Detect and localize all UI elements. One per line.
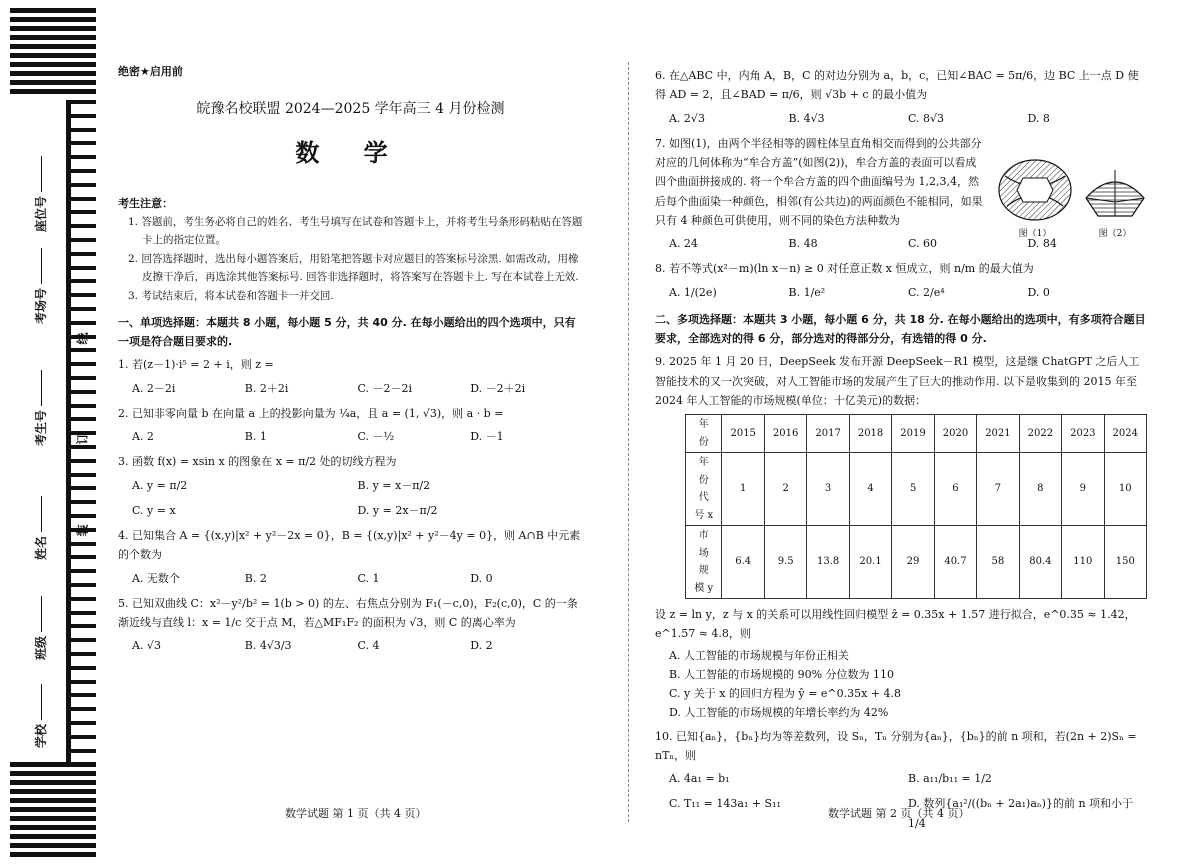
steinmetz-solid-figure <box>1080 162 1150 238</box>
page-2-footer: 数学试题 第 2 页（共 4 页） <box>828 807 970 820</box>
question-6: 6. 在△ABC 中，内角 A，B，C 的对边分别为 a，b，c，已知∠BAC = 5π/6，边 BC 上一点 D 使得 AD = 2，且∠BAD = π/6，则 √3b + c 的最小值为 <box>655 69 1139 102</box>
question-4-options <box>132 569 583 588</box>
table-cell: 2024 <box>1104 415 1146 453</box>
table-cell: 40.7 <box>934 526 976 599</box>
table-cell: 20.1 <box>849 526 891 599</box>
ladder-rung <box>66 417 96 421</box>
table-cell: 58 <box>977 526 1019 599</box>
question-7-options <box>669 234 1147 253</box>
option: D. －1 <box>470 430 504 444</box>
ladder-rung <box>66 266 96 270</box>
ladder-rung <box>66 348 96 352</box>
question-9-option: C. y 关于 x 的回归方程为 ŷ = e^0.35x + 4.8 <box>669 687 901 700</box>
ladder-rung <box>66 749 96 753</box>
confidential-mark: 绝密★启用前 <box>118 65 183 78</box>
table-cell: 2 <box>764 453 806 526</box>
section-1-heading: 一、单项选择题：本题共 8 小题，每小题 5 分，共 40 分. 在每小题给出的四个选项中，只有一项是符合题目要求的. <box>118 315 576 349</box>
ladder-rung <box>66 100 96 104</box>
question-9: 9. 2025 年 1 月 20 日，DeepSeek 发布开源 DeepSeek－R1 模型，这是继 ChatGPT 之后人工智能技术的又一次突破，对人工智能市场的发展产生了巨大的推动作用. 以下是收集到的 2015 年至 2024 年人工智能的市场规模(单位：十亿美元)的数据： <box>655 355 1140 407</box>
table-cell: 10 <box>1104 453 1146 526</box>
seat-label: 座位号 <box>32 156 49 232</box>
question-2-options <box>132 427 583 446</box>
option: B. 2 <box>244 571 267 585</box>
ladder-rung <box>66 210 96 214</box>
question-10-options <box>669 769 1147 788</box>
question-9-option: A. 人工智能的市场规模与年份正相关 <box>669 648 849 662</box>
notice-item: 1. 答题前，考生务必将自己的姓名、考生号填写在试卷和答题卡上，并将考生号条形码粘贴在答题卡上的指定位置。 <box>128 216 583 247</box>
option: B. y = x－π/2 <box>357 478 431 492</box>
table-cell: 9.5 <box>764 526 806 599</box>
option: C. 4 <box>357 639 380 653</box>
ladder-rung <box>66 197 96 201</box>
question-5-options <box>132 636 583 655</box>
question-9-option: D. 人工智能的市场规模的年增长率约为 42% <box>669 706 889 720</box>
table-cell: 2018 <box>849 415 891 453</box>
ladder-rung <box>66 652 96 656</box>
option: C. y = x <box>132 503 176 517</box>
binding-ladder <box>66 100 96 762</box>
page-1-footer: 数学试题 第 1 页（共 4 页） <box>285 807 427 820</box>
intersecting-cylinders-figure <box>995 156 1075 238</box>
binding-char-ding: 订 <box>75 432 90 445</box>
table-cell: 2017 <box>807 415 849 453</box>
question-2: 2. 已知非零向量 b 在向量 a 上的投影向量为 ¼a，且 a = (1, √3)，则 a · b = <box>118 406 504 420</box>
ladder-rung <box>66 307 96 311</box>
option: A. 1/(2e) <box>669 285 717 299</box>
market-size-table <box>685 414 1147 599</box>
table-cell: 2021 <box>977 415 1019 453</box>
table-cell: 市场规模 y <box>686 526 722 599</box>
ladder-rung <box>66 321 96 325</box>
table-row <box>686 453 1147 526</box>
table-cell: 年份 <box>686 415 722 453</box>
option: D. 2 <box>470 639 493 653</box>
question-7: 7. 如图(1)，由两个半径相等的圆柱体呈直角相交而得到的公共部分对应的几何体称为“牟合方盖”(如图(2))，牟合方盖的表面可以看成四个曲面拼接成的. 将一个牟合方盖的四个曲面编号为 1,2,3,4，然后每个曲面染一种颜色，相邻(有公共边)的两面颜色不能相同，如果只有 4 种颜色可供使用，则不同的染色方法种数为 <box>655 136 983 227</box>
ladder-rung <box>66 638 96 642</box>
ladder-rung <box>66 279 96 283</box>
ladder-rung <box>66 555 96 559</box>
question-9-continued: 设 z = ln y，z 与 x 的关系可以用线性回归模型 ẑ = 0.35x + 1.57 进行拟合，e^0.35 ≈ 1.42，e^1.57 ≈ 4.8，则 <box>655 608 1136 641</box>
ladder-rung <box>66 680 96 684</box>
option: B. 2＋2i <box>244 381 289 395</box>
ladder-rung <box>66 376 96 380</box>
ladder-rung <box>66 666 96 670</box>
table-cell: 150 <box>1104 526 1146 599</box>
table-cell: 9 <box>1062 453 1104 526</box>
ladder-rung <box>66 293 96 297</box>
option: A. 4a₁ = b₁ <box>669 772 730 785</box>
table-cell: 2016 <box>764 415 806 453</box>
question-9-option: B. 人工智能的市场规模的 90% 分位数为 110 <box>669 667 895 681</box>
option: C. －½ <box>357 430 395 444</box>
option: D. 0 <box>1027 285 1050 299</box>
option: A. 2 <box>132 430 154 444</box>
question-4: 4. 已知集合 A = {(x,y)|x² + y²－2x = 0}，B = {(x,y)|x² + y²－4y = 0}，则 A∩B 中元素的个数为 <box>118 529 581 562</box>
option: D. 0 <box>470 571 493 585</box>
ladder-rung <box>66 597 96 601</box>
table-cell: 2023 <box>1062 415 1104 453</box>
question-5: 5. 已知双曲线 C：x²－y²/b² = 1(b > 0) 的左、右焦点分别为 F₁(－c,0)，F₂(c,0)，C 的一条渐近线与直线 l：x = 1/c 交于点 M，若△MF₁F₂ 的面积为 √3，则 C 的离心率为 <box>118 596 578 630</box>
exam-room-label: 考场号 <box>32 248 49 324</box>
ladder-rung <box>66 114 96 118</box>
table-row <box>686 415 1147 453</box>
class-label: 班级 <box>32 596 49 660</box>
page-1 <box>118 62 583 662</box>
table-cell: 5 <box>892 453 934 526</box>
option: D. 8 <box>1027 111 1050 125</box>
ladder-rung <box>66 169 96 173</box>
option: C. 1 <box>357 571 380 585</box>
student-id-label: 考生号 <box>32 370 49 446</box>
ladder-rung <box>66 362 96 366</box>
table-row <box>686 526 1147 599</box>
binding-char-line: 线 <box>75 332 90 345</box>
school-label: 学校 <box>32 684 49 748</box>
ladder-rung <box>66 735 96 739</box>
ladder-rung <box>66 624 96 628</box>
page-divider <box>628 62 629 822</box>
ladder-rung <box>66 514 96 518</box>
notice-item: 3. 考试结束后，将本试卷和答题卡一并交回. <box>128 289 334 302</box>
question-1-options <box>132 379 583 398</box>
top-stripes <box>10 8 96 98</box>
ladder-rung <box>66 445 96 449</box>
option: A. y = π/2 <box>132 478 188 492</box>
option: D. 84 <box>1027 237 1057 250</box>
table-cell: 110 <box>1062 526 1104 599</box>
exam-title: 皖豫名校联盟 2024—2025 学年高三 4 月份检测 <box>196 101 505 118</box>
table-cell: 6 <box>934 453 976 526</box>
table-cell: 7 <box>977 453 1019 526</box>
notice-heading: 考生注意： <box>118 196 173 210</box>
table-cell: 29 <box>892 526 934 599</box>
option: B. 4√3 <box>788 111 825 125</box>
ladder-rung <box>66 693 96 697</box>
option: A. 24 <box>669 237 698 250</box>
question-8: 8. 若不等式(x²－m)(ln x－n) ≥ 0 对任意正数 x 恒成立，则 n/m 的最大值为 <box>655 262 1034 276</box>
subject-title: 数 学 <box>295 137 406 167</box>
ladder-rung <box>66 390 96 394</box>
option: C. 8√3 <box>908 111 945 125</box>
ladder-rung <box>66 569 96 573</box>
ladder-rung <box>66 224 96 228</box>
option: B. 1 <box>244 430 267 444</box>
binding-char-zhuang: 装 <box>75 524 90 537</box>
question-8-options <box>669 283 1147 302</box>
question-1: 1. 若(z－1)·i⁵ = 2 + i，则 z = <box>118 358 274 372</box>
option: C. 2/e⁴ <box>908 285 945 299</box>
option: B. 48 <box>788 237 818 250</box>
notice-item: 2. 回答选择题时，选出每小题答案后，用铅笔把答题卡对应题目的答案标号涂黑. 如需改动，用橡皮擦干净后，再选涂其他答案标号. 回答非选择题时，将答案写在答题卡上. 写在本试卷上无效. <box>128 252 579 284</box>
ladder-rung <box>66 155 96 159</box>
ladder-rung <box>66 238 96 242</box>
ladder-rung <box>66 707 96 711</box>
option: A. 无数个 <box>132 571 180 585</box>
option: D. 数列{a₁²/((bₙ + 2a₁)aₙ)}的前 n 项和小于 1/4 <box>908 797 1134 830</box>
ladder-rung <box>66 500 96 504</box>
option: B. 1/e² <box>788 285 826 299</box>
ladder-rung <box>66 721 96 725</box>
ladder-rung <box>66 486 96 490</box>
ladder-rung <box>66 404 96 408</box>
question-3: 3. 函数 f(x) = xsin x 的图象在 x = π/2 处的切线方程为 <box>118 455 397 469</box>
option: A. 2－2i <box>132 381 176 395</box>
table-cell: 6.4 <box>722 526 764 599</box>
option: A. √3 <box>132 639 161 653</box>
table-cell: 2022 <box>1019 415 1061 453</box>
table-cell: 年份代号 x <box>686 453 722 526</box>
ladder-rung <box>66 473 96 477</box>
question-10: 10. 已知{aₙ}，{bₙ}均为等差数列，设 Sₙ，Tₙ 分别为{aₙ}，{bₙ}的前 n 项和，若(2n + 2)Sₙ = nTₙ，则 <box>655 729 1137 762</box>
question-3-options <box>132 476 583 495</box>
bottom-stripes <box>10 762 96 861</box>
ladder-rung <box>66 542 96 546</box>
option: C. T₁₁ = 143a₁ + S₁₁ <box>669 797 781 811</box>
ladder-rung <box>66 611 96 615</box>
question-6-options <box>669 109 1147 128</box>
ladder-rung <box>66 141 96 145</box>
table-cell: 80.4 <box>1019 526 1061 599</box>
ladder-rung <box>66 252 96 256</box>
question-3-options <box>132 501 583 520</box>
option: A. 2√3 <box>669 111 705 125</box>
binding-strip <box>0 0 110 868</box>
ladder-rung <box>66 128 96 132</box>
option: C. 60 <box>908 237 938 250</box>
table-cell: 2015 <box>722 415 764 453</box>
table-cell: 2019 <box>892 415 934 453</box>
option: B. a₁₁/b₁₁ = 1/2 <box>908 772 992 785</box>
table-cell: 4 <box>849 453 891 526</box>
name-label: 姓名 <box>32 496 49 560</box>
figure-1-caption: 图（1） <box>1018 229 1052 239</box>
table-cell: 8 <box>1019 453 1061 526</box>
option: B. 4√3/3 <box>244 639 292 653</box>
option: D. －2＋2i <box>470 381 526 395</box>
table-cell: 2020 <box>934 415 976 453</box>
table-cell: 3 <box>807 453 849 526</box>
option: C. －2－2i <box>357 381 413 395</box>
table-cell: 1 <box>722 453 764 526</box>
table-cell: 13.8 <box>807 526 849 599</box>
option: D. y = 2x－π/2 <box>357 503 438 517</box>
ladder-rung <box>66 459 96 463</box>
section-2-heading: 二、多项选择题：本题共 3 小题，每小题 6 分，共 18 分. 在每小题给出的选项中，有多项符合题目要求，全部选对的得 6 分，部分选对的得部分分，有选错的得 0 分. <box>655 312 1146 345</box>
figure-2-caption: 图（2） <box>1098 229 1132 239</box>
ladder-rung <box>66 183 96 187</box>
ladder-rung <box>66 583 96 587</box>
